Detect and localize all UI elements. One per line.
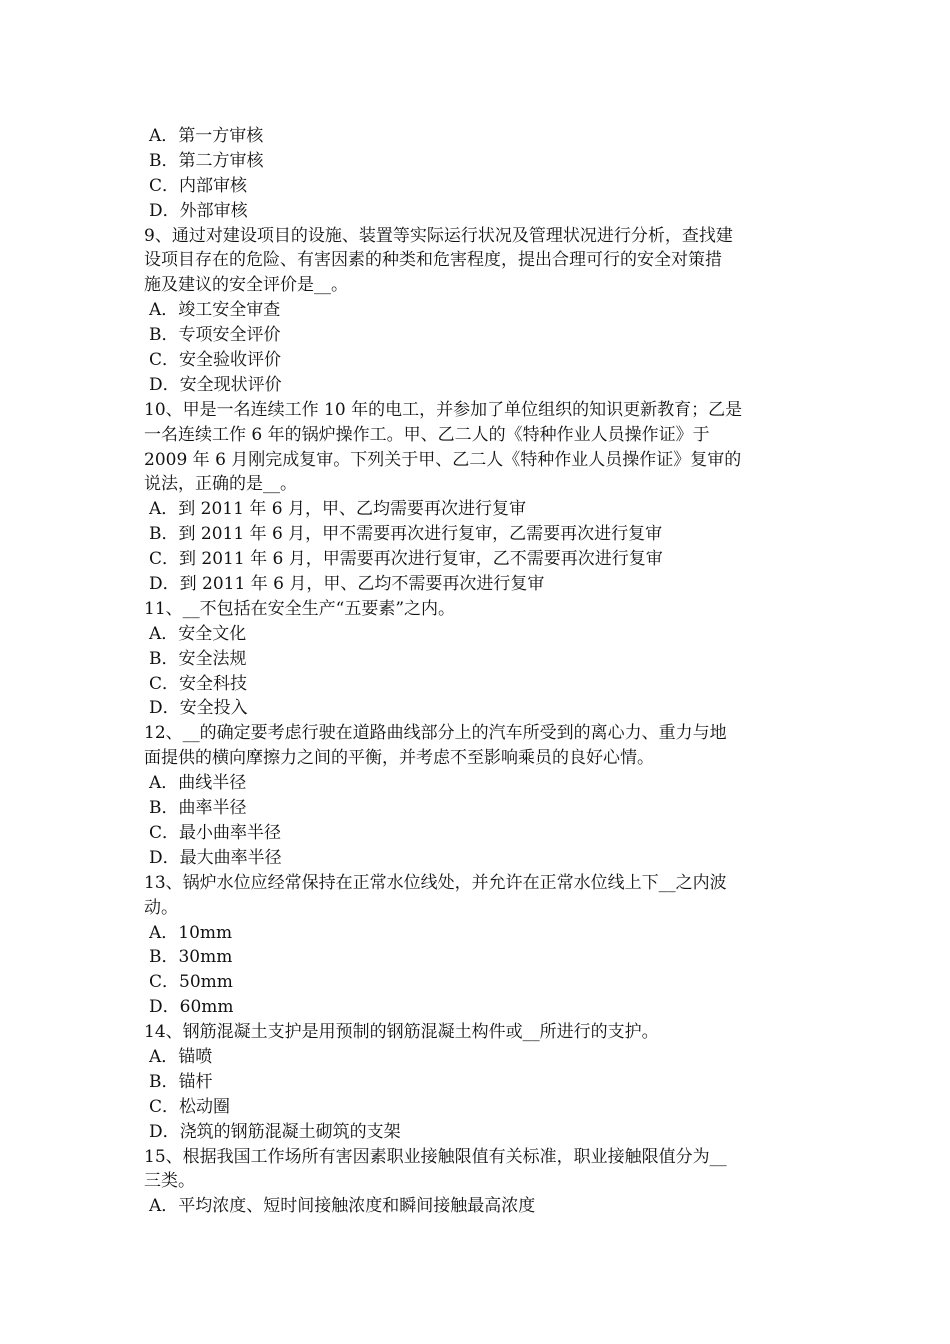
answer-option-line: A．第一方审核: [149, 126, 264, 146]
question-text-line: 13、锅炉水位应经常保持在正常水位线处，并允许在正常水位线上下__之内波: [144, 872, 727, 893]
answer-option-line: C．到 2011 年 6 月，甲需要再次进行复审，乙不需要再次进行复审: [149, 549, 663, 570]
answer-option-line: A．竣工安全审查: [149, 300, 281, 321]
answer-option-line: C．安全验收评价: [149, 350, 282, 371]
question-text-line: 施及建议的安全评价是__。: [144, 275, 348, 296]
answer-option-line: B．第二方审核: [149, 150, 264, 171]
answer-option-line: C．安全科技: [149, 673, 248, 694]
answer-option-line: A．平均浓度、短时间接触浓度和瞬间接触最高浓度: [149, 1196, 536, 1217]
answer-option-line: D．浇筑的钢筋混凝土砌筑的支架: [149, 1121, 401, 1142]
answer-option-line: B．锚杆: [149, 1071, 213, 1092]
answer-option-line: B．曲率半径: [149, 798, 247, 819]
answer-option-line: A．到 2011 年 6 月，甲、乙均需要再次进行复审: [149, 499, 526, 520]
question-text-line: 三类。: [144, 1171, 195, 1192]
question-text-line: 一名连续工作 6 年的锅炉操作工。甲、乙二人的《特种作业人员操作证》于: [144, 424, 710, 445]
answer-option-line: C．50mm: [149, 972, 233, 993]
answer-option-line: C．内部审核: [149, 175, 248, 196]
question-text-line: 动。: [144, 897, 178, 918]
answer-option-line: D．60mm: [149, 997, 234, 1018]
answer-option-line: B．专项安全评价: [149, 325, 281, 346]
question-text-line: 设项目存在的危险、有害因素的种类和危害程度，提出合理可行的安全对策措: [144, 250, 722, 271]
answer-option-line: A．曲线半径: [149, 773, 247, 794]
question-text-line: 9、通过对建设项目的设施、装置等实际运行状况及管理状况进行分析，查找建: [144, 225, 733, 246]
answer-option-line: A．10mm: [149, 922, 233, 943]
document-body: [144, 124, 812, 1219]
question-text-line: 10、甲是一名连续工作 10 年的电工，并参加了单位组织的知识更新教育；乙是: [144, 399, 743, 420]
answer-option-line: A．安全文化: [149, 623, 247, 644]
answer-option-line: C．松动圈: [149, 1096, 231, 1117]
answer-option-line: A．锚喷: [149, 1046, 213, 1067]
answer-option-line: D．安全投入: [149, 698, 248, 719]
question-text-line: 说法，正确的是__。: [144, 474, 297, 495]
answer-option-line: B．30mm: [149, 947, 233, 968]
answer-option-line: D．外部审核: [149, 200, 248, 221]
answer-option-line: B．到 2011 年 6 月，甲不需要再次进行复审，乙需要再次进行复审: [149, 524, 663, 545]
answer-option-line: D．安全现状评价: [149, 374, 282, 395]
answer-option-line: C．最小曲率半径: [149, 822, 282, 843]
question-text-line: 11、__不包括在安全生产“五要素”之内。: [144, 598, 456, 619]
question-text-line: 面提供的横向摩擦力之间的平衡，并考虑不至影响乘员的良好心情。: [144, 748, 654, 769]
question-text-line: 2009 年 6 月刚完成复审。下列关于甲、乙二人《特种作业人员操作证》复审的: [144, 449, 742, 470]
question-text-line: 15、根据我国工作场所有害因素职业接触限值有关标准，职业接触限值分为__: [144, 1146, 727, 1167]
answer-option-line: B．安全法规: [149, 648, 247, 669]
question-text-line: 14、钢筋混凝土支护是用预制的钢筋混凝土构件或__所进行的支护。: [144, 1022, 659, 1043]
question-text-line: 12、__的确定要考虑行驶在道路曲线部分上的汽车所受到的离心力、重力与地: [144, 723, 727, 744]
answer-option-line: D．到 2011 年 6 月，甲、乙均不需要再次进行复审: [149, 574, 545, 595]
answer-option-line: D．最大曲率半径: [149, 847, 282, 868]
